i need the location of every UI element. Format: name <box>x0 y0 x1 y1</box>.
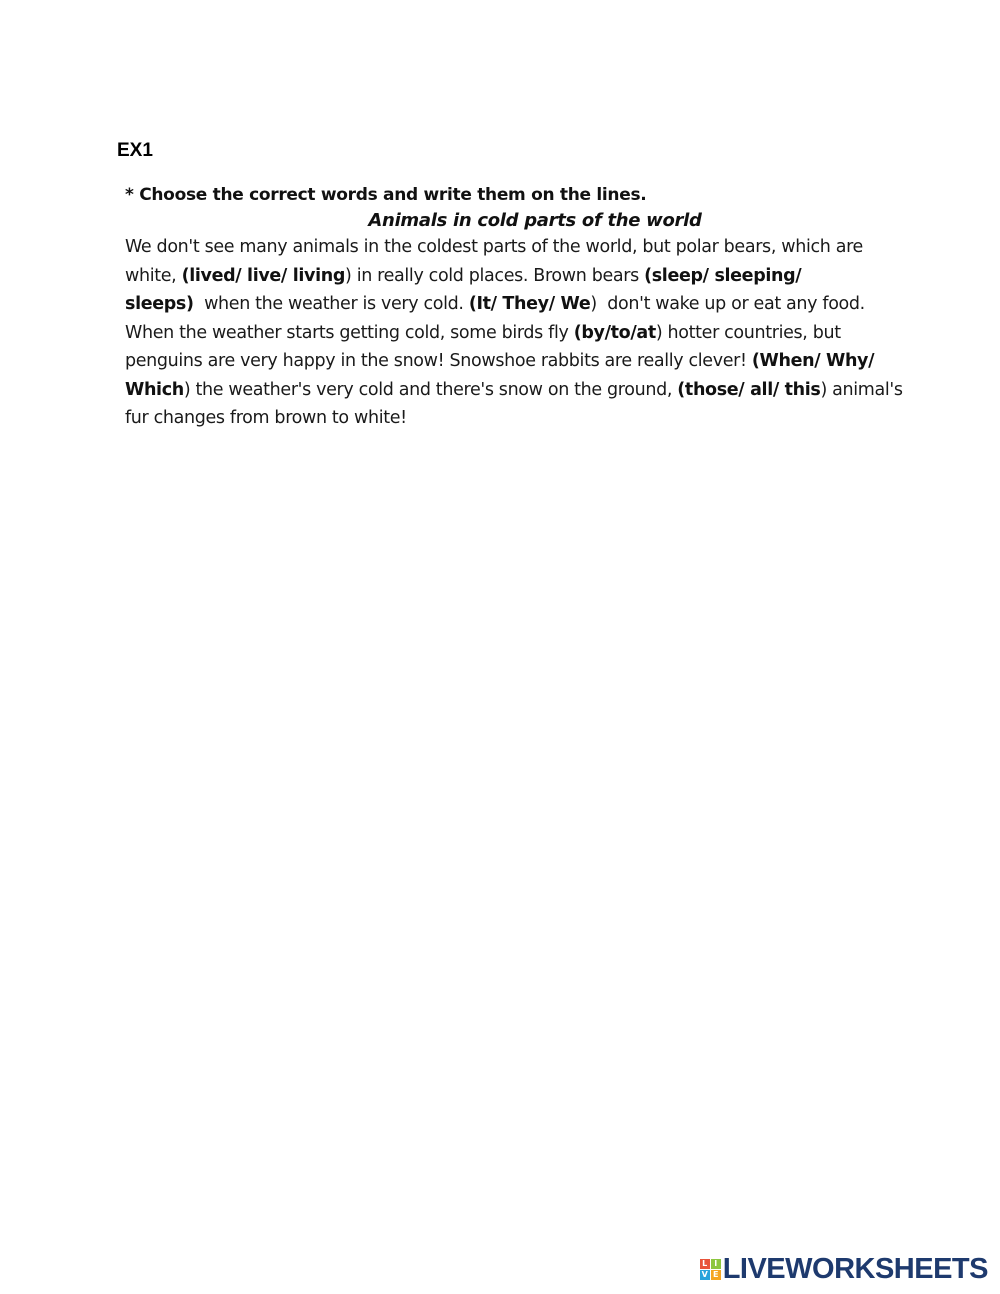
liveworksheets-logo <box>700 1254 988 1284</box>
logo-text: LIVEWORKSHEETS <box>722 1252 988 1285</box>
story-title: Animals in cold parts of the world <box>368 210 702 231</box>
exercise-label: EX1 <box>117 140 153 161</box>
passage-line-1 <box>125 233 925 262</box>
logo-mark-cell: E <box>711 1270 721 1280</box>
passage-text: ) don't wake up or eat any food. <box>590 294 865 314</box>
option-group-4: (by/to/at <box>573 322 656 343</box>
passage-line-7 <box>125 404 925 433</box>
option-group-6: (those/ all/ this <box>677 379 821 400</box>
option-group-3: (It/ They/ We <box>468 294 591 314</box>
passage-line-2 <box>125 262 925 291</box>
instruction-text: * Choose the correct words and write them on the lines. <box>125 185 647 205</box>
logo-mark-icon <box>700 1259 721 1280</box>
passage-line-4 <box>125 319 925 348</box>
passage-text: white, <box>125 265 182 286</box>
logo-mark-cell: I <box>711 1259 721 1269</box>
passage-text: penguins are very happy in the snow! Snowshoe rabbits are really clever! <box>125 351 752 371</box>
passage <box>125 233 925 433</box>
passage-text: ) animal's <box>820 379 903 400</box>
option-group-2: (sleep/ sleeping/ <box>644 265 802 286</box>
passage-text: ) the weather's very cold and there's snow on the ground, <box>183 379 678 400</box>
passage-text: ) hotter countries, but <box>655 322 841 343</box>
passage-line-6 <box>125 376 925 405</box>
logo-mark-cell: L <box>700 1259 710 1269</box>
passage-text: fur changes from brown to white! <box>125 408 407 428</box>
logo-mark-cell: V <box>701 1269 708 1279</box>
option-group-1: (lived/ live/ living <box>181 265 346 286</box>
option-group-5: (When/ Why/ <box>751 351 875 371</box>
passage-text: when the weather is very cold. <box>193 294 469 314</box>
passage-text: When the weather starts getting cold, some birds fly <box>125 322 574 343</box>
passage-text: ) in really cold places. Brown bears <box>345 265 645 286</box>
option-group-5-cont: Which <box>125 379 184 400</box>
passage-text: We don't see many animals in the coldest parts of the world, but polar bears, which are <box>125 237 863 257</box>
passage-line-5 <box>125 347 925 376</box>
option-group-2-cont: sleeps) <box>125 294 194 314</box>
passage-line-3 <box>125 290 925 319</box>
